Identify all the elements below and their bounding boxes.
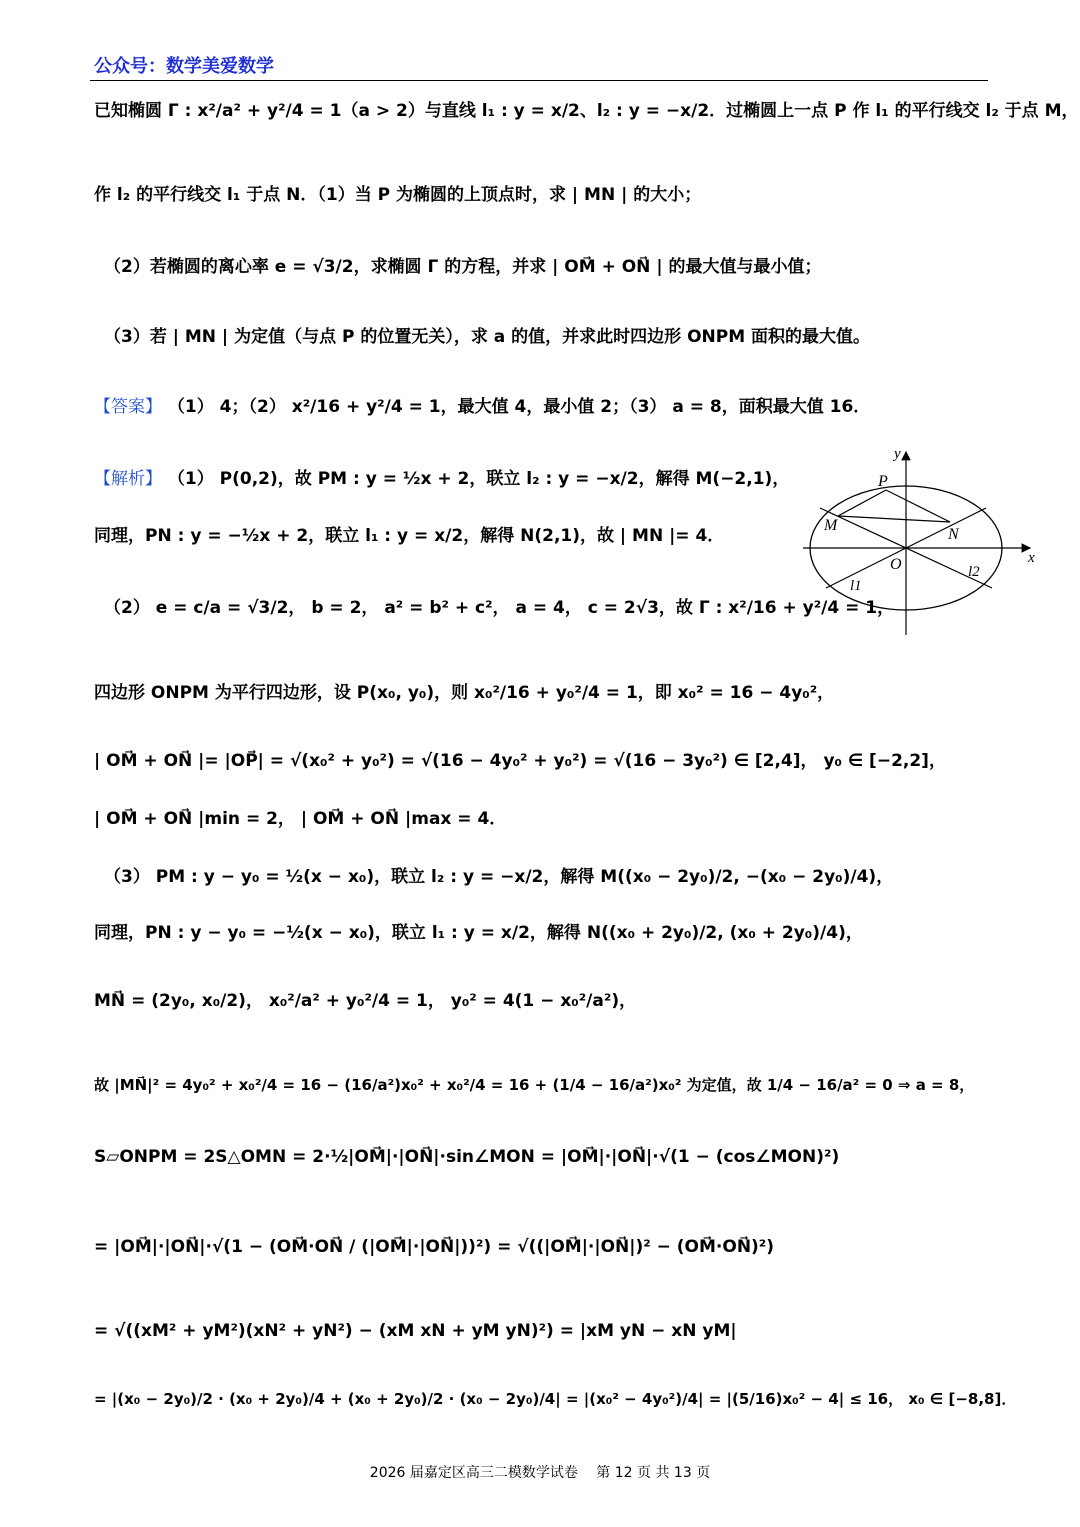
analysis-line-5: | OM⃗ + ON⃗ |= |OP⃗| = √(x₀² + y₀²) = √(16 − 4y₀² + y₀²) = √(16 − 3y₀²) ∈ [2,4]， y₀ ∈ [−2,2]， (94, 751, 946, 771)
segment-MN (838, 516, 950, 522)
analysis-line-6: | OM⃗ + ON⃗ |min = 2， | OM⃗ + ON⃗ |max = 4． (94, 809, 507, 829)
problem-line-3: （2）若椭圆的离心率 e = √3/2，求椭圆 Γ 的方程，并求 | OM⃗ + ON⃗ | 的最大值与最小值； (104, 257, 822, 277)
analysis-line-2: 同理，PN : y = −½x + 2，联立 l₁ : y = x/2，解得 N(2,1)，故 | MN |= 4． (94, 526, 725, 546)
label-N: N (948, 526, 959, 543)
analysis-line-3: （2） e = c/a = √3/2， b = 2， a² = b² + c²， a = 4， c = 2√3，故 Γ : x²/16 + y²/4 = 1， (104, 598, 895, 618)
answer-text: （1） 4；（2） x²/16 + y²/4 = 1，最大值 4，最小值 2；（3） a = 8，面积最大值 16． (167, 397, 871, 417)
segment-PM (838, 490, 886, 516)
analysis-line-4: 四边形 ONPM 为平行四边形，设 P(x₀, y₀)，则 x₀²/16 + y₀²/4 = 1，即 x₀² = 16 − 4y₀²， (94, 683, 835, 703)
ellipse-figure (798, 440, 1048, 640)
analysis-text-1: （1） P(0,2)，故 PM : y = ½x + 2，联立 l₂ : y = −x/2，解得 M(−2,1)， (167, 469, 790, 489)
label-y: y (894, 446, 901, 462)
header-rule (90, 80, 988, 81)
label-l1: l1 (850, 578, 862, 594)
account-header: 公众号：数学美爱数学 (94, 56, 274, 77)
analysis-line-13: = √((xM² + yM²)(xN² + yN²) − (xM xN + yM yN)²) = |xM yN − xN yM| (94, 1321, 737, 1341)
label-x: x (1028, 550, 1035, 566)
label-l2: l2 (968, 564, 980, 580)
analysis-tag: 【解析】 (94, 469, 162, 489)
analysis-line-10: 故 |MN⃗|² = 4y₀² + x₀²/4 = 16 − (16/a²)x₀² + x₀²/4 = 16 + (1/4 − 16/a²)x₀² 为定值，故 1/4 − 16/a² = 0 ⇒ a = 8， (94, 1076, 975, 1094)
page-footer: 2026 届嘉定区高三二模数学试卷 第 12 页 共 13 页 (369, 1465, 711, 1481)
analysis-line-7: （3） PM : y − y₀ = ½(x − x₀)，联立 l₂ : y = −x/2，解得 M((x₀ − 2y₀)/2, −(x₀ − 2y₀)/4)， (104, 867, 894, 887)
problem-line-2: 作 l₂ 的平行线交 l₁ 于点 N．（1）当 P 为椭圆的上顶点时，求 | MN | 的大小； (94, 185, 702, 205)
segment-PN (886, 490, 950, 522)
problem-line-1: 已知椭圆 Γ : x²/a² + y²/4 = 1（a > 2）与直线 l₁ : y = x/2、l₂ : y = −x/2．过椭圆上一点 P 作 l₁ 的平行线交 l₂ 于点 M， (94, 101, 1079, 121)
analysis-line-9: MN⃗ = (2y₀, x₀/2)， x₀²/a² + y₀²/4 = 1， y₀² = 4(1 − x₀²/a²)， (94, 991, 637, 1011)
answer-line (94, 396, 870, 418)
label-P: P (878, 473, 888, 490)
answer-tag: 【答案】 (94, 397, 162, 417)
analysis-line-8: 同理，PN : y − y₀ = −½(x − x₀)，联立 l₁ : y = x/2，解得 N((x₀ + 2y₀)/2, (x₀ + 2y₀)/4)， (94, 923, 863, 943)
problem-line-4: （3）若 | MN | 为定值（与点 P 的位置无关），求 a 的值，并求此时四边形 ONPM 面积的最大值。 (104, 327, 871, 347)
label-M: M (824, 517, 838, 534)
analysis-line-1 (94, 468, 789, 490)
analysis-line-12: = |OM⃗|·|ON⃗|·√(1 − (OM⃗·ON⃗ / (|OM⃗|·|ON⃗|))²) = √((|OM⃗|·|ON⃗|)² − (OM⃗·ON⃗)²) (94, 1237, 775, 1257)
label-O: O (890, 556, 902, 573)
analysis-line-11: S▱ONPM = 2S△OMN = 2·½|OM⃗|·|ON⃗|·sin∠MON = |OM⃗|·|ON⃗|·√(1 − (cos∠MON)²) (94, 1147, 840, 1167)
analysis-line-14: = |(x₀ − 2y₀)/2 · (x₀ + 2y₀)/4 + (x₀ + 2y₀)/2 · (x₀ − 2y₀)/4| = |(x₀² − 4y₀²)/4| = |(5/16)x₀² − 4| ≤ 16， x₀ ∈ [−8,8]． (94, 1390, 1017, 1408)
